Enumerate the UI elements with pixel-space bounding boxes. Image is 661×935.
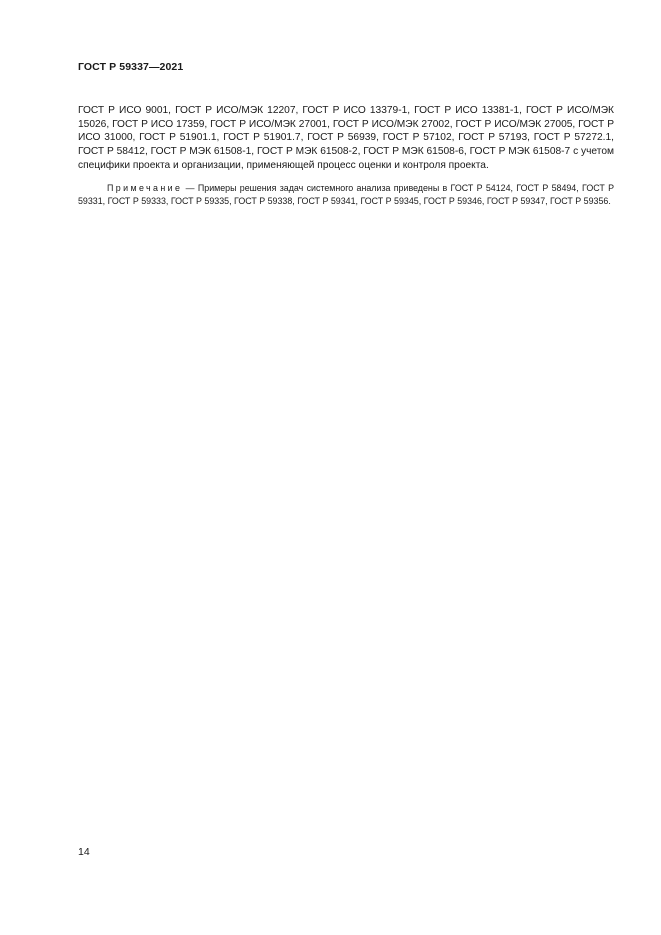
body-paragraph: ГОСТ Р ИСО 9001, ГОСТ Р ИСО/МЭК 12207, ГОСТ Р ИСО 13379-1, ГОСТ Р ИСО 13381-1, ГОСТ Р ИСО/МЭК 15026, ГОСТ Р ИСО 17359, ГОСТ Р ИСО/МЭК 27001, ГОСТ Р ИСО/МЭК 27002, ГОСТ Р ИСО/МЭК 27005, ГОСТ Р ИСО 31000, ГОСТ Р 51901.1, ГОСТ Р 51901.7, ГОСТ Р 56939, ГОСТ Р 57102, ГОСТ Р 57193, ГОСТ Р 57272.1, ГОСТ Р 58412, ГОСТ Р МЭК 61508-1, ГОСТ Р МЭК 61508-2, ГОСТ Р МЭК 61508-6, ГОСТ Р МЭК 61508-7 с учетом специфики проекта и организации, применяющей процесс оценки и контроля проекта. bbox=[78, 105, 614, 171]
standard-header: ГОСТ Р 59337—2021 bbox=[78, 61, 184, 73]
note-text: Примеры решения задач системного анализа приведены в ГОСТ Р 54124, ГОСТ Р 58494, ГОСТ Р 59331, ГОСТ Р 59333, ГОСТ Р 59335, ГОСТ Р 59338, ГОСТ Р 59341, ГОСТ Р 59345, ГОСТ Р 59346, ГОСТ Р 59347, ГОСТ Р 59356. bbox=[78, 183, 614, 206]
page-number: 14 bbox=[78, 846, 90, 858]
note-separator: — bbox=[182, 183, 198, 193]
note-paragraph bbox=[78, 182, 614, 208]
note-label: Примечание bbox=[107, 183, 183, 193]
